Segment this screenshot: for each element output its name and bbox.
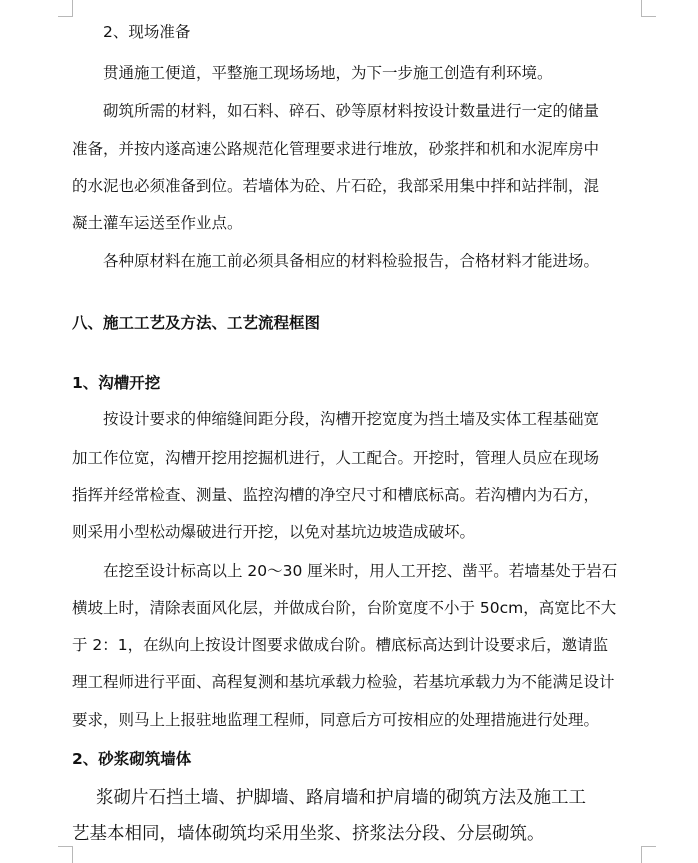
paragraph-line: 横坡上时，清除表面风化层，并做成台阶，台阶宽度不小于 50cm，高宽比不大 — [72, 599, 617, 617]
paragraph-line: 指挥并经常检查、测量、监控沟槽的净空尺寸和槽底标高。若沟槽内为石方， — [72, 486, 600, 504]
paragraph-line: 浆砌片石挡土墙、护脚墙、路肩墙和护肩墙的砌筑方法及施工工 — [96, 788, 586, 808]
paragraph-line: 理工程师进行平面、高程复测和基坑承载力检验，若基坑承载力为不能满足设计 — [72, 673, 615, 691]
paragraph-line: 在挖至设计标高以上 20～30 厘米时，用人工开挖、凿平。若墙基处于岩石 — [103, 562, 618, 580]
paragraph-line: 则采用小型松动爆破进行开挖，以免对基坑边坡造成破坏。 — [72, 523, 476, 541]
paragraph-line: 要求，则马上上报驻地监理工程师，同意后方可按相应的处理措施进行处理。 — [72, 711, 600, 729]
crop-mark-bottom-left — [58, 846, 73, 863]
paragraph-line: 的水泥也必须准备到位。若墙体为砼、片石砼，我部采用集中拌和站拌制，混 — [72, 177, 600, 195]
crop-mark-top-left — [58, 0, 73, 17]
crop-mark-top-right — [641, 0, 656, 17]
heading-site-preparation: 2、现场准备 — [103, 23, 191, 41]
paragraph-line: 加工作位宽，沟槽开挖用挖掘机进行，人工配合。开挖时，管理人员应在现场 — [72, 449, 600, 467]
paragraph-line: 砌筑所需的材料，如石料、碎石、砂等原材料按设计数量进行一定的储量 — [103, 102, 600, 120]
paragraph-line: 按设计要求的伸缩缝间距分段，沟槽开挖宽度为挡土墙及实体工程基础宽 — [103, 410, 600, 428]
paragraph-line: 各种原材料在施工前必须具备相应的材料检验报告，合格材料才能进场。 — [103, 252, 600, 270]
paragraph-line: 贯通施工便道，平整施工现场场地，为下一步施工创造有利环境。 — [103, 64, 553, 82]
paragraph-line: 于 2：1，在纵向上按设计图要求做成台阶。槽底标高达到计设要求后，邀请监 — [72, 636, 609, 654]
paragraph-line: 艺基本相同，墙体砌筑均采用坐浆、挤浆法分段、分层砌筑。 — [72, 824, 545, 844]
section-heading: 八、施工工艺及方法、工艺流程框图 — [72, 314, 321, 332]
heading-mortar-masonry: 2、砂浆砌筑墙体 — [72, 750, 192, 768]
paragraph-line: 准备，并按内遂高速公路规范化管理要求进行堆放，砂浆拌和机和水泥库房中 — [72, 140, 600, 158]
paragraph-line: 凝土灌车运送至作业点。 — [72, 214, 243, 232]
crop-mark-bottom-right — [641, 846, 656, 863]
heading-trench-excavation: 1、沟槽开挖 — [72, 374, 161, 392]
